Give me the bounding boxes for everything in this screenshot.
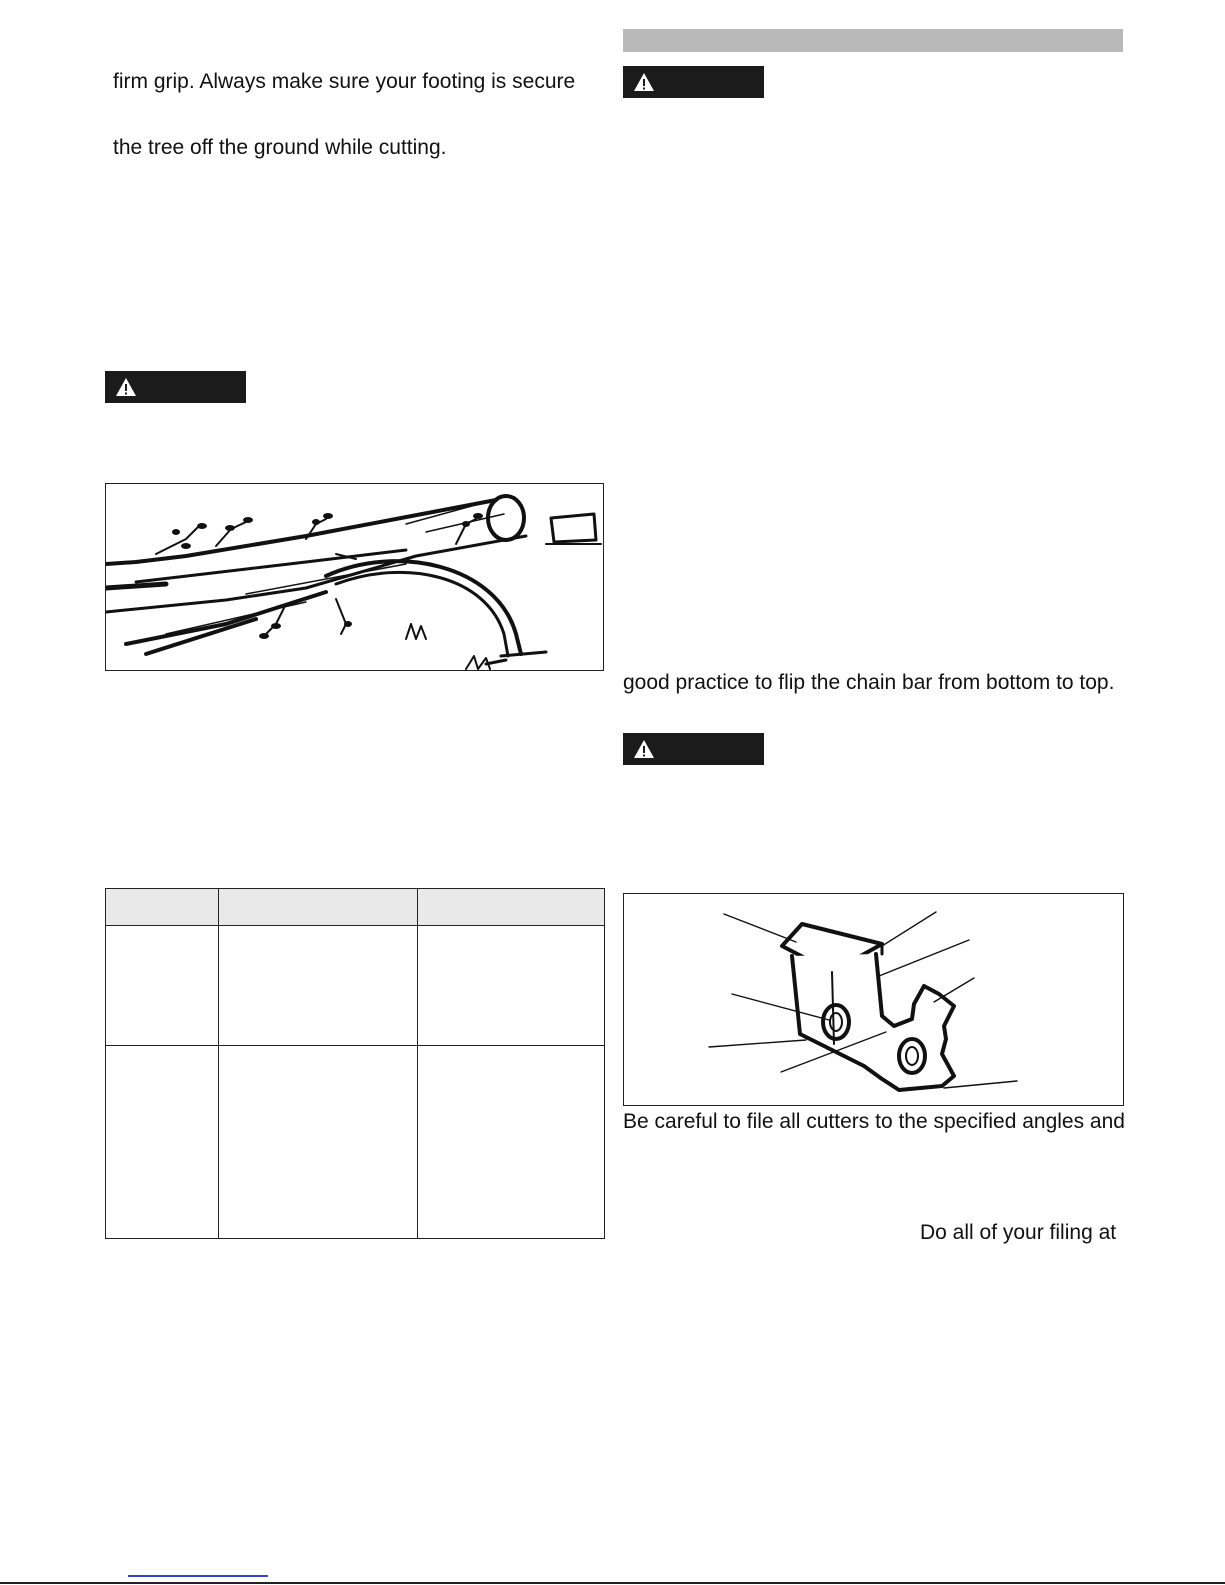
section-heading-bar [623,29,1123,52]
table-cell [219,926,418,1046]
table-row [106,926,605,1046]
body-text-flip-chain-bar: good practice to flip the chain bar from bottom to top. [623,671,1115,694]
table-cell [418,926,605,1046]
table-cell [219,1046,418,1239]
saw-chain-cutter-icon [624,894,1124,1106]
table-cell [106,1046,219,1239]
table-header-cell [106,889,219,926]
table-header-cell [418,889,605,926]
warning-badge [623,733,764,765]
table-header-row [106,889,605,926]
log-supported-by-branches-icon [106,484,604,671]
table-row [106,1046,605,1239]
warning-triangle-icon [633,739,655,759]
warning-triangle-icon [633,72,655,92]
log-illustration [105,483,604,671]
table-cell [418,1046,605,1239]
body-text-firm-grip: firm grip. Always make sure your footing is secure [113,70,576,93]
body-text-filing-at: Do all of your filing at [920,1221,1117,1244]
warning-badge [105,371,246,403]
warning-badge [623,66,764,98]
table-cell [106,926,219,1046]
spec-table [105,888,605,1239]
table-header-cell [219,889,418,926]
body-text-file-cutters: Be careful to file all cutters to the specified angles and [623,1110,1125,1133]
warning-triangle-icon [115,377,137,397]
footer-rule [0,1582,1225,1584]
cutter-diagram [623,893,1124,1106]
body-text-tree-off-ground: the tree off the ground while cutting. [113,136,447,159]
footer-link-underline[interactable] [128,1575,268,1577]
